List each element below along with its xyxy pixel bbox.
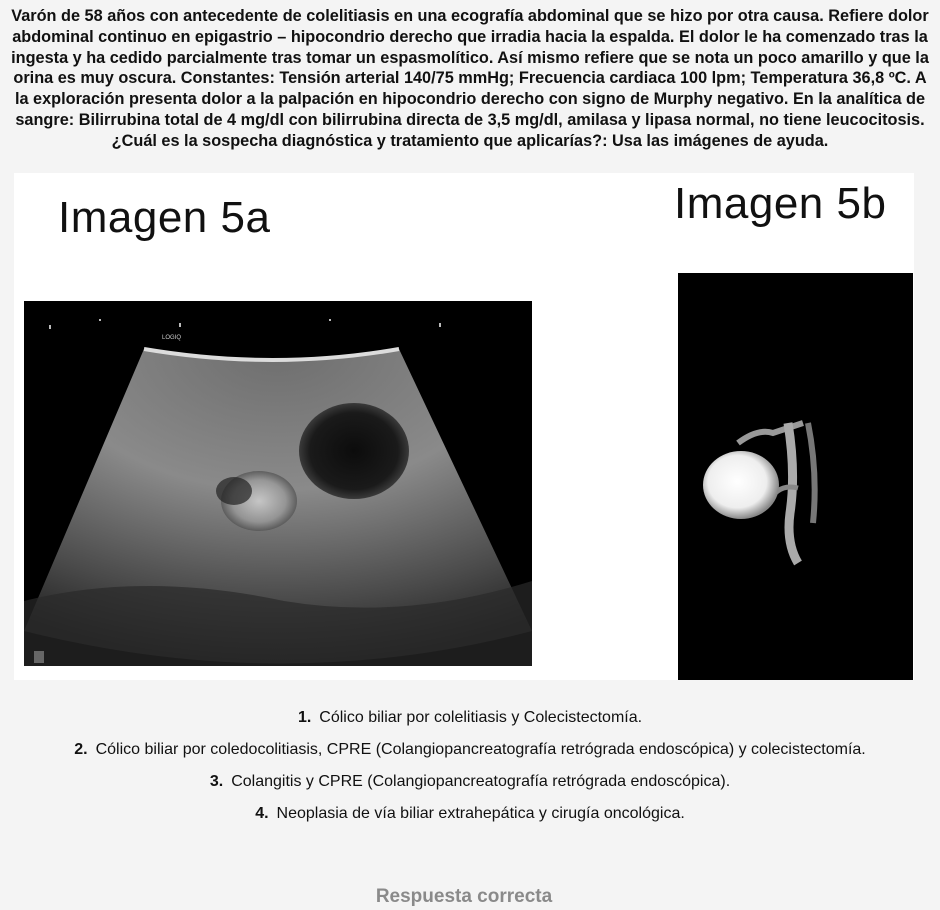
option-3[interactable]: [120, 772, 820, 792]
option-text: Colangitis y CPRE (Colangiopancreatografía retrógrada endoscópica).: [231, 773, 731, 790]
show-answer-button[interactable]: Respuesta correcta: [375, 886, 553, 907]
option-1[interactable]: [120, 708, 820, 728]
option-text: Cólico biliar por coledocolitiasis, CPRE (Colangiopancreatografía retrógrada endoscópica) y colecistectomía.: [95, 741, 866, 758]
mri-image: [678, 273, 913, 680]
answer-options: [0, 708, 940, 836]
option-number: 3.: [209, 773, 224, 790]
option-4[interactable]: [120, 804, 820, 824]
option-text: Neoplasia de vía biliar extrahepática y cirugía oncológica.: [276, 805, 685, 822]
caption-image-5a: Imagen 5a: [58, 193, 271, 242]
ultrasound-image: [24, 301, 532, 666]
option-number: 4.: [255, 805, 269, 822]
ultrasound-mark: LOGIQ: [162, 335, 182, 341]
option-number: 2.: [74, 741, 88, 758]
option-text: Cólico biliar por colelitiasis y Colecistectomía.: [319, 709, 643, 726]
caption-image-5b: Imagen 5b: [674, 179, 887, 228]
option-2[interactable]: [70, 740, 870, 760]
question-text: Varón de 58 años con antecedente de colelitiasis en una ecografía abdominal que se hizo por otra causa. Refiere dolor abdominal continuo en epigastrio – hipocondrio derecho que irradia hacia la espalda. El dolor le ha comenzado tras la ingesta y ha cedido parcialmente tras tomar un espasmolítico. Así mismo refiere que se nota un poco amarillo y que la orina es muy oscura. Constantes: Tensión arterial 140/75 mmHg; Frecuencia cardiaca 100 lpm; Temperatura 36,8 ºC. A la exploración presenta dolor a la palpación en hipocondrio derecho con signo de Murphy negativo. En la analítica de sangre: Bilirrubina total de 4 mg/dl con bilirrubina directa de 3,5 mg/dl, amilasa y lipasa normal, no tiene leucocitosis. ¿Cuál es la sospecha diagnóstica y tratamiento que aplicarías?: Usa las imágenes de ayuda.: [11, 7, 929, 150]
figure-panel: [14, 173, 914, 680]
option-number: 1.: [297, 709, 312, 726]
